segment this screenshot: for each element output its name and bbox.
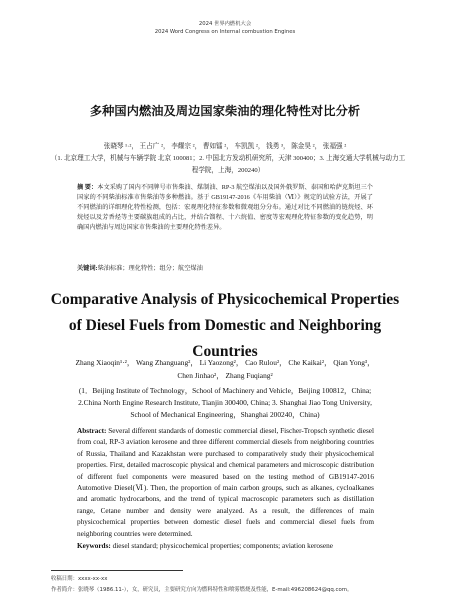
- chinese-abstract: [77, 183, 373, 233]
- english-authors: [50, 357, 400, 382]
- english-affiliation: [40, 385, 410, 420]
- author-bio-label: 作者简介：: [51, 587, 78, 593]
- english-keywords-text: diesel standard; physicochemical properties; components; aviation kerosene: [112, 542, 333, 550]
- footnote-received: [51, 574, 107, 582]
- author-bio-text: 张晓琴（1986.11-），女，研究员，主要研究方向为燃料特性和喷雾燃烧及性能，E-mail:496208624@qq.com。: [77, 587, 353, 593]
- chinese-affiliation: （1. 北京理工大学，机械与车辆学院 北京 100081；2. 中国北方发动机研究所，天津 300400；3. 上海交通大学机械与动力工程学院，上海，200240）: [50, 155, 406, 174]
- english-affiliation-line-1: (1．Beijing Institute of Technology，School of Machinery and Vehicle，Beijing 100812，China;: [78, 386, 372, 395]
- chinese-keywords-label: 关键词:: [77, 265, 98, 272]
- chinese-abstract-text: 本文采购了国内不同牌号市售柴油、煤制油、RP-3 航空煤油以及国外俄罗斯、泰国和哈萨克斯坦三个国家的不同柴油标准市售柴油等多种燃油。基于 GB19147-2016《车用柴油（Ⅵ）》规定的试验方法，开展了不同燃油的详细理化特性检测，包括：宏观理化特征参数和微观组分分布。通过对比不同燃油的链烷烃、环烷烃以及芳香烃等主要碳族组成的占比，并结合馏程、十六烷值、密度等宏观理化特征参数的变化趋势，明确国内燃油与周边国家市售柴油的主要理化特性差异。: [77, 184, 373, 232]
- english-title-line-3: Countries: [192, 343, 258, 360]
- chinese-title: 多种国内燃油及周边国家柴油的理化特性对比分析: [89, 104, 361, 118]
- english-keywords-label: Keywords:: [77, 542, 111, 550]
- english-abstract-text: Several different standards of domestic commercial diesel, Fischer-Tropsch synthetic diesel from coal, RP-3 aviation kerosene and three different commercial diesels from neighboring countries of Russia, Thailand and Kazakhstan were purchased to comparatively study their physicochemical properties. First, detailed macroscopic physical and chemical parameters and microscopic distribution of different fuel components were measured based on the testing method of GB19147-2016 Automotive Diesel(Ⅵ). Then, the proportion of main carbon groups, such as alkanes, cycloalkanes and aromatic hydrocarbons, and the trend of typical macroscopic parameters such as distillation range, Cetane number and density were analyzed. As a result, the differences of main physicochemical properties between domestic diesel fuels and commercial diesel fuels from neighboring countries were determined.: [77, 427, 374, 538]
- english-title-line-1: Comparative Analysis of Physicochemical Properties: [50, 291, 400, 308]
- footnote-author-bio: [51, 585, 352, 593]
- english-keywords: [77, 542, 377, 550]
- chinese-keywords-text: 柴油标准；理化特性；组分；航空煤油: [97, 265, 203, 272]
- english-affiliation-line-3: School of Mechanical Engineering，Shanghai 200240，China): [130, 409, 320, 419]
- running-header-cn: 2024 世界内燃机大会: [198, 21, 252, 27]
- footnote-divider: [51, 570, 183, 571]
- english-title: [0, 287, 450, 365]
- chinese-abstract-label: 摘 要：: [77, 184, 98, 191]
- english-authors-line-2: Chen Jinhao²， Zhang Fuqiang²: [177, 370, 273, 380]
- chinese-keywords: [77, 263, 377, 272]
- chinese-authors: 张晓琴 ¹·²， 王占广 ²， 李耀宗 ²， 曹如镭 ²， 车凯凯 ²， 钱勇 ³， 陈金昊 ²， 张福强 ²: [103, 143, 347, 150]
- english-title-line-2: of Diesel Fuels from Domestic and Neighboring: [68, 317, 382, 334]
- english-abstract-label: Abstract:: [77, 427, 107, 435]
- running-header-en: 2024 Word Congress on Internal combustion Engines: [154, 29, 296, 35]
- english-abstract: [77, 426, 374, 540]
- received-label: 收稿日期：: [51, 576, 78, 582]
- received-date: xxxx-xx-xx: [77, 576, 108, 582]
- english-affiliation-line-2: 2.China North Engine Research Institute, Tianjin 300400, China; 3. Shanghai Jiao Tong University,: [78, 397, 372, 407]
- english-authors-line-1: Zhang Xiaoqin¹·²， Wang Zhanguang²， Li Yaozong²， Cao Rulou²， Che Kaikai²， Qian Yong³，: [75, 358, 375, 367]
